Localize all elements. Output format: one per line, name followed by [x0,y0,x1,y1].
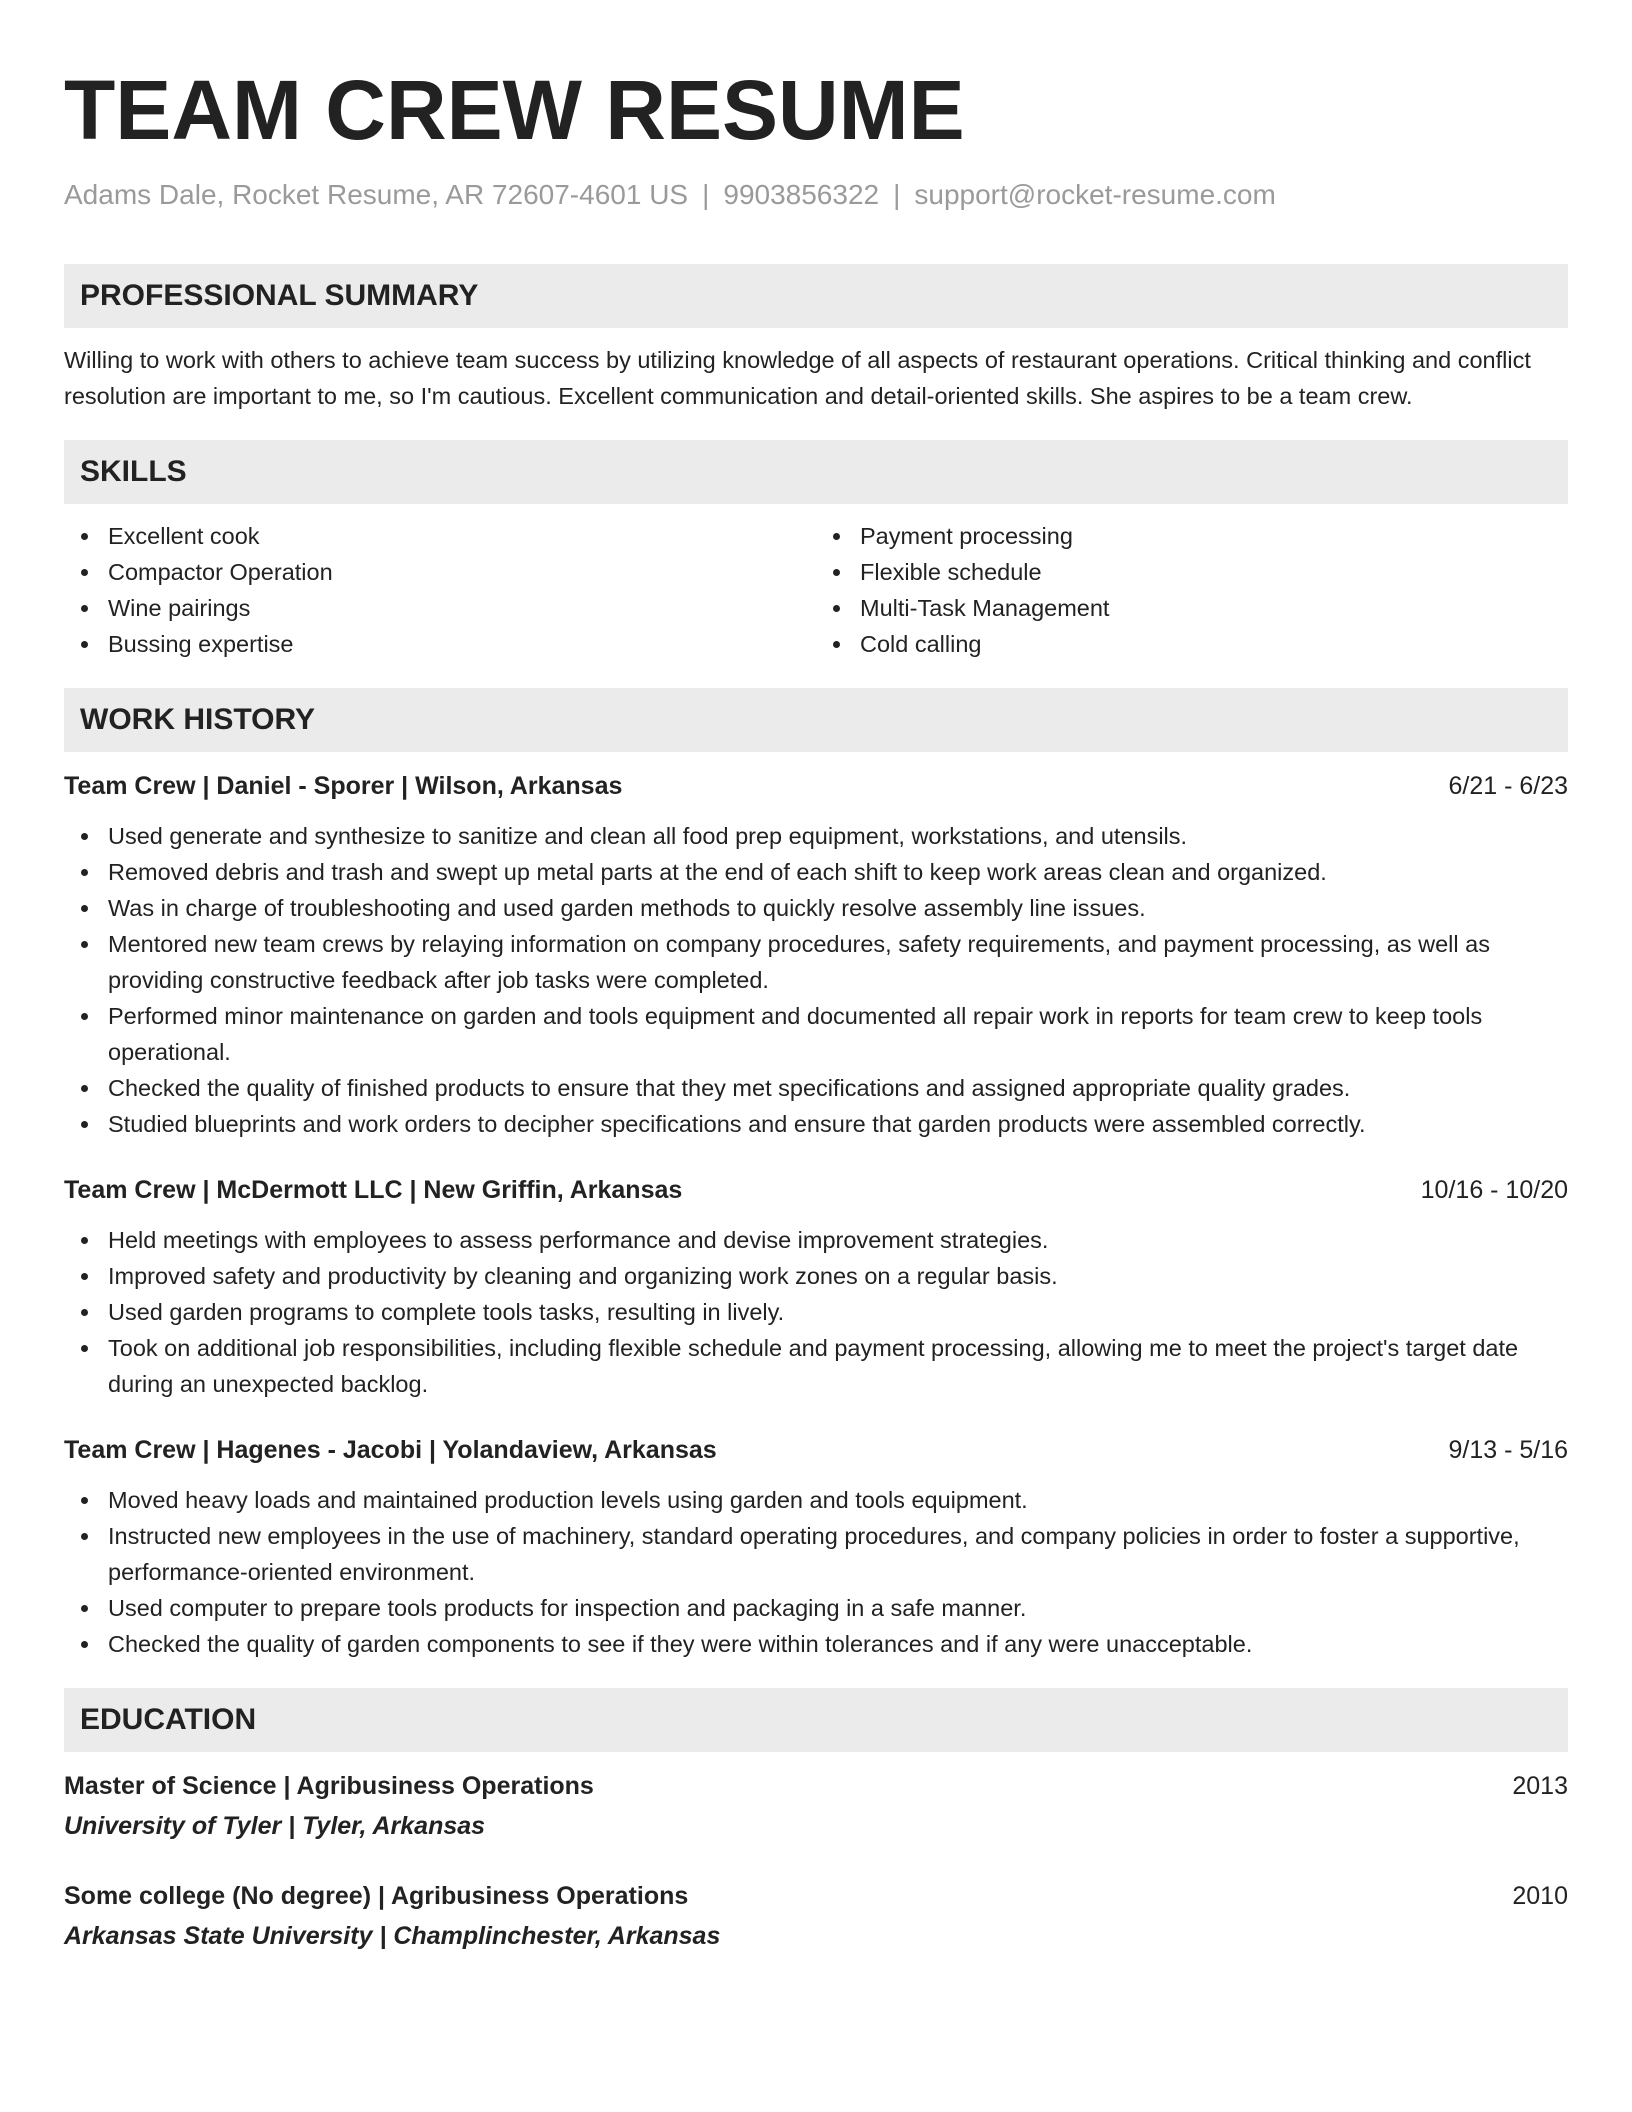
job-bullet: Was in charge of troubleshooting and used garden methods to quickly resolve assembly line issues. [108,890,1568,926]
job-bullets [64,1222,1568,1402]
job-bullet: Performed minor maintenance on garden and tools equipment and documented all repair work in reports for team crew to keep tools operational. [108,998,1568,1070]
job-bullet: Studied blueprints and work orders to decipher specifications and ensure that garden products were assembled correctly. [108,1106,1568,1142]
education-school: Arkansas State University | Champlinchester, Arkansas [64,1921,721,1950]
job-bullet: Checked the quality of garden components to see if they were within tolerances and if any were unacceptable. [108,1626,1568,1662]
education-entry [64,1878,1568,1954]
skills-list [64,518,1568,662]
skills-column-right [816,518,1568,662]
education-year: 2013 [1512,1771,1568,1800]
section-heading-education: EDUCATION [64,1688,1568,1752]
contact-line [64,178,1568,212]
job-bullet: Used computer to prepare tools products for inspection and packaging in a safe manner. [108,1590,1568,1626]
education-header [64,1878,1568,1914]
job-bullet: Mentored new team crews by relaying information on company procedures, safety requirements, and payment processing, as well as providing constructive feedback after job tasks were completed. [108,926,1568,998]
job-entry [64,768,1568,1142]
job-title: Team Crew | Daniel - Sporer | Wilson, Arkansas [64,771,623,800]
skill-item: Excellent cook [108,518,816,554]
education-degree: Some college (No degree) | Agribusiness Operations [64,1881,689,1910]
section-heading-work-history: WORK HISTORY [64,688,1568,752]
education-degree: Master of Science | Agribusiness Operations [64,1771,594,1800]
job-bullet: Instructed new employees in the use of machinery, standard operating procedures, and company policies in order to foster a supportive, performance-oriented environment. [108,1518,1568,1590]
job-header [64,1172,1568,1208]
education-header [64,1768,1568,1804]
job-entry [64,1432,1568,1662]
job-header [64,768,1568,804]
job-title: Team Crew | Hagenes - Jacobi | Yolandaview, Arkansas [64,1435,717,1464]
education-year: 2010 [1512,1881,1568,1910]
job-bullet: Used garden programs to complete tools tasks, resulting in lively. [108,1294,1568,1330]
job-bullet: Moved heavy loads and maintained production levels using garden and tools equipment. [108,1482,1568,1518]
education-entry [64,1768,1568,1844]
job-title: Team Crew | McDermott LLC | New Griffin, Arkansas [64,1175,683,1204]
contact-separator: | [893,179,901,210]
job-bullet: Took on additional job responsibilities, including flexible schedule and payment processing, allowing me to meet the project's target date during an unexpected backlog. [108,1330,1568,1402]
skill-item: Compactor Operation [108,554,816,590]
job-bullets [64,818,1568,1142]
job-dates: 6/21 - 6/23 [1448,771,1568,800]
skill-item: Bussing expertise [108,626,816,662]
skill-item: Multi-Task Management [860,590,1568,626]
skill-item: Wine pairings [108,590,816,626]
contact-email: support@rocket-resume.com [914,179,1276,210]
education-school: University of Tyler | Tyler, Arkansas [64,1811,486,1840]
contact-address: Adams Dale, Rocket Resume, AR 72607-4601 US [64,179,689,210]
job-header [64,1432,1568,1468]
section-heading-skills: SKILLS [64,440,1568,504]
job-entry [64,1172,1568,1402]
section-heading-summary: PROFESSIONAL SUMMARY [64,264,1568,328]
job-bullet: Used generate and synthesize to sanitize and clean all food prep equipment, workstations, and utensils. [108,818,1568,854]
resume-title: TEAM CREW RESUME [64,63,965,157]
contact-separator: | [702,179,710,210]
job-bullet: Removed debris and trash and swept up metal parts at the end of each shift to keep work areas clean and organized. [108,854,1568,890]
skills-column-left [64,518,816,662]
job-bullet: Held meetings with employees to assess performance and devise improvement strategies. [108,1222,1568,1258]
job-dates: 10/16 - 10/20 [1420,1175,1568,1204]
summary-text: Willing to work with others to achieve team success by utilizing knowledge of all aspects of restaurant operations. Critical thinking and conflict resolution are important to me, so I'm cautious. Excellent communication and detail-oriented skills. She aspires to be a team crew. [64,346,1531,409]
skill-item: Payment processing [860,518,1568,554]
job-bullets [64,1482,1568,1662]
job-bullet: Checked the quality of finished products to ensure that they met specifications and assigned appropriate quality grades. [108,1070,1568,1106]
job-dates: 9/13 - 5/16 [1448,1435,1568,1464]
job-bullet: Improved safety and productivity by cleaning and organizing work zones on a regular basis. [108,1258,1568,1294]
skill-item: Cold calling [860,626,1568,662]
contact-phone: 9903856322 [723,179,880,210]
skill-item: Flexible schedule [860,554,1568,590]
